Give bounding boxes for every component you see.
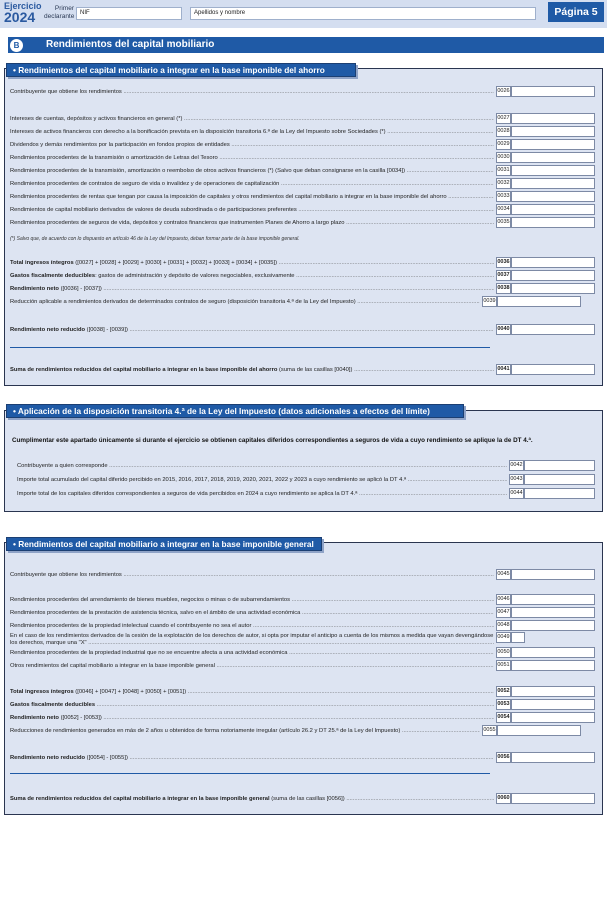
section-ahorro-title: • Rendimientos del capital mobiliario a integrar en la base imponible del ahorro	[6, 63, 356, 77]
neto-formula: ([0036] - [0037])	[58, 286, 102, 292]
code-0042: 0042	[509, 460, 524, 471]
input-0051[interactable]	[511, 660, 595, 671]
neto-reducido-formula: ([0038] - [0039])	[85, 327, 128, 333]
row-0038-label	[10, 286, 494, 292]
gen-neto-label: Rendimiento neto	[10, 715, 59, 721]
row-0056-label	[10, 755, 494, 761]
code-0044: 0044	[509, 488, 524, 499]
gen-neto-reducido-label: Rendimiento neto reducido	[10, 755, 86, 761]
ejercicio-year: 2024	[4, 9, 36, 25]
input-0035[interactable]	[511, 217, 595, 228]
code-0041: 0041	[496, 364, 511, 375]
code-0032: 0032	[496, 178, 511, 189]
page-number: Página 5	[548, 2, 604, 22]
row-0031-label: Rendimientos procedentes de la transmisión, amortización o reembolso de otros activos financieros (*) (Salvo que deban consignarse en la casilla [0034]) .....	[10, 168, 494, 174]
ahorro-footnote: (*) Salvo que, de acuerdo con lo dispuesto en artículo 46 de la Ley del Impuesto, deban formar parte de la base imponible general.	[10, 236, 300, 242]
input-0048[interactable]	[511, 620, 595, 631]
input-0036[interactable]	[511, 257, 595, 268]
input-0031[interactable]	[511, 165, 595, 176]
suma-ahorro-label: Suma de rendimientos reducidos del capital mobiliario a integrar en la base imponible del ahorro	[10, 367, 278, 373]
input-0054[interactable]	[511, 712, 595, 723]
row-0049-label: En el caso de los rendimientos derivados de la cesión de la explotación de los derechos de autor, si opta por imputar el anticipo a cuenta de los mismos a medida que vayan devengándose	[10, 633, 494, 639]
row-0033-label: Rendimientos procedentes de rentas que tengan por causa la imposición de capitales y otros rendimientos del capital mobiliario a integrar en la base imponible del ahorro .....	[10, 194, 494, 200]
input-0060[interactable]	[511, 793, 595, 804]
checkbox-0049[interactable]	[511, 632, 525, 643]
input-0038[interactable]	[511, 283, 595, 294]
row-0040-label	[10, 327, 494, 333]
gen-total-ingresos-formula: ([0046] + [0047] + [0048] + [0050] + [0051])	[73, 689, 187, 695]
row-0041-label	[10, 367, 494, 373]
code-0038: 0038	[496, 283, 511, 294]
code-0029: 0029	[496, 139, 511, 150]
gen-neto-reducido-formula: ([0054] - [0055])	[85, 755, 128, 761]
code-0050: 0050	[496, 647, 511, 658]
input-0028[interactable]	[511, 126, 595, 137]
input-0029[interactable]	[511, 139, 595, 150]
input-0032[interactable]	[511, 178, 595, 189]
gastos-desc: : gastos de administración y depósito de valores negociables, exclusivamente	[95, 273, 295, 279]
code-0030: 0030	[496, 152, 511, 163]
row-0032-label: Rendimientos procedentes de contratos de seguro de vida o invalidez y de operaciones de capitalización .....	[10, 181, 494, 187]
suma-ahorro-tail: (suma de las casillas [0040])	[277, 367, 353, 373]
gen-neto-formula: ([0052] - [0053])	[58, 715, 102, 721]
code-0031: 0031	[496, 165, 511, 176]
suma-general-tail: (suma de las casillas [0056])	[269, 796, 345, 802]
code-0060: 0060	[496, 793, 511, 804]
section-dt4-title: • Aplicación de la disposición transitoria 4.ª de la Ley del Impuesto (datos adicionales a efectos del límite)	[6, 404, 464, 418]
section-general-title: • Rendimientos del capital mobiliario a integrar en la base imponible general	[6, 537, 322, 551]
code-0037: 0037	[496, 270, 511, 281]
dt4-intro: Cumplimentar este apartado únicamente si durante el ejercicio se obtienen capitales diferidos correspondientes a seguros de vida a cuyo rendimiento se aplique la de DT 4.ª.	[12, 437, 533, 444]
row-0030-label: Rendimientos procedentes de la transmisión o amortización de Letras del Tesoro .....	[10, 155, 494, 161]
input-0039[interactable]	[497, 296, 581, 307]
ejercicio-label: Ejercicio	[4, 1, 42, 11]
main-title: Rendimientos del capital mobiliario	[46, 39, 215, 50]
row-0051-label: Otros rendimientos del capital mobiliario a integrar en la base imponible general .....	[10, 663, 494, 669]
row-0037-label	[10, 273, 494, 279]
code-0035: 0035	[496, 217, 511, 228]
row-0046-label: Rendimientos procedentes del arrendamiento de bienes muebles, negocios o minas o de subarrendamientos .....	[10, 597, 494, 603]
input-0033[interactable]	[511, 191, 595, 202]
input-0043[interactable]	[524, 474, 595, 485]
code-0047: 0047	[496, 607, 511, 618]
code-0039: 0039	[482, 296, 497, 307]
code-0033: 0033	[496, 191, 511, 202]
row-0044-label: Importe total de los capitales diferidos correspondientes a seguros de vida percibidos en 2024 a cuyo rendimiento se aplica la DT 4.ª .....	[17, 491, 507, 497]
input-0026[interactable]	[511, 86, 595, 97]
code-0043: 0043	[509, 474, 524, 485]
input-0056[interactable]	[511, 752, 595, 763]
code-0028: 0028	[496, 126, 511, 137]
section-general	[4, 542, 603, 815]
input-0042[interactable]	[524, 460, 595, 471]
row-0050-label: Rendimientos procedentes de la propiedad industrial que no se encuentre afecta a una actividad económica .....	[10, 650, 494, 656]
input-0045[interactable]	[511, 569, 595, 580]
gen-total-ingresos-label: Total ingresos íntegros	[10, 689, 74, 695]
neto-reducido-label: Rendimiento neto reducido	[10, 327, 86, 333]
code-0027: 0027	[496, 113, 511, 124]
section-badge: B	[10, 39, 23, 52]
input-0055[interactable]	[497, 725, 581, 736]
apellidos-field[interactable]: Apellidos y nombre	[190, 7, 536, 20]
code-0056: 0056	[496, 752, 511, 763]
row-0048-label: Rendimientos procedentes de la propiedad intelectual cuando el contribuyente no sea el autor .....	[10, 623, 494, 629]
ahorro-divider	[10, 347, 490, 348]
row-0042-label: Contribuyente a quien corresponde .....	[17, 463, 507, 469]
row-0054-label	[10, 715, 494, 721]
code-0036: 0036	[496, 257, 511, 268]
row-0028-label: Intereses de activos financieros con derecho a la bonificación prevista en la disposición transitoria 6.ª de la Ley del Impuesto sobre Sociedades (*) .....	[10, 129, 494, 135]
code-0051: 0051	[496, 660, 511, 671]
input-0034[interactable]	[511, 204, 595, 215]
row-0039-label: Reducción aplicable a rendimientos derivados de determinados contratos de seguro (disposición transitoria 4.ª de la Ley del Impuesto) .....	[10, 299, 480, 305]
code-0048: 0048	[496, 620, 511, 631]
row-0034-label: Rendimientos de capital mobiliario derivados de valores de deuda subordinada o de participaciones preferentes .....	[10, 207, 494, 213]
row-0047-label: Rendimientos procedentes de la prestación de asistencia técnica, salvo en el ámbito de una actividad económica .....	[10, 610, 494, 616]
row-0029-label: Dividendos y demás rendimientos por la participación en fondos propios de entidades .....	[10, 142, 494, 148]
total-ingresos-formula: ([0027] + [0028] + [0029] + [0030] + [0031] + [0032] + [0033] + [0034] + [0035])	[73, 260, 278, 266]
row-0052-label	[10, 689, 494, 695]
code-0052: 0052	[496, 686, 511, 697]
code-0049: 0049	[496, 632, 511, 643]
general-divider	[10, 773, 490, 774]
primer-declarante-label: Primer declarante	[44, 5, 75, 20]
row-0055-label: Reducciones de rendimientos generados en más de 2 años u obtenidos de forma notoriamente irregular (artículo 26.2 y DT 25.ª de la Ley del Impuesto) .....	[10, 728, 480, 734]
code-0034: 0034	[496, 204, 511, 215]
code-0026: 0026	[496, 86, 511, 97]
input-0027[interactable]	[511, 113, 595, 124]
nif-field[interactable]: NIF	[76, 7, 182, 20]
row-0053-label: Gastos fiscalmente deducibles .....	[10, 702, 494, 708]
row-0045-label: Contribuyente que obtiene los rendimientos .....	[10, 572, 494, 578]
code-0045: 0045	[496, 569, 511, 580]
input-0046[interactable]	[511, 594, 595, 605]
input-0041[interactable]	[511, 364, 595, 375]
input-0047[interactable]	[511, 607, 595, 618]
row-0027-label: Intereses de cuentas, depósitos y activos financieros en general (*) .....	[10, 116, 494, 122]
code-0046: 0046	[496, 594, 511, 605]
row-0026-label: Contribuyente que obtiene los rendimientos .....	[10, 89, 494, 95]
row-0036-label	[10, 260, 494, 266]
input-0037[interactable]	[511, 270, 595, 281]
input-0040[interactable]	[511, 324, 595, 335]
row-0060-label	[10, 796, 494, 802]
neto-label: Rendimiento neto	[10, 286, 59, 292]
total-ingresos-label: Total ingresos íntegros	[10, 260, 74, 266]
input-0050[interactable]	[511, 647, 595, 658]
input-0052[interactable]	[511, 686, 595, 697]
row-0049-label-cont: los derechos, marque una "X" .....	[10, 640, 494, 646]
code-0054: 0054	[496, 712, 511, 723]
row-0035-label: Rendimientos procedentes de seguros de vida, depósitos y contratos financieros que instrumenten Planes de Ahorro a largo plazo .....	[10, 220, 494, 226]
input-0053[interactable]	[511, 699, 595, 710]
row-0043-label: Importe total acumulado del capital diferido percibido en 2015, 2016, 2017, 2018, 2019, 2020, 2021, 2022 y 2023 a cuyo rendimiento se aplicó la DT 4.ª .....	[17, 477, 507, 483]
input-0044[interactable]	[524, 488, 595, 499]
code-0040: 0040	[496, 324, 511, 335]
code-0055: 0055	[482, 725, 497, 736]
suma-general-label: Suma de rendimientos reducidos del capital mobiliario a integrar en la base imponible general	[10, 796, 270, 802]
input-0030[interactable]	[511, 152, 595, 163]
gastos-label: Gastos fiscalmente deducibles	[10, 273, 96, 279]
code-0053: 0053	[496, 699, 511, 710]
